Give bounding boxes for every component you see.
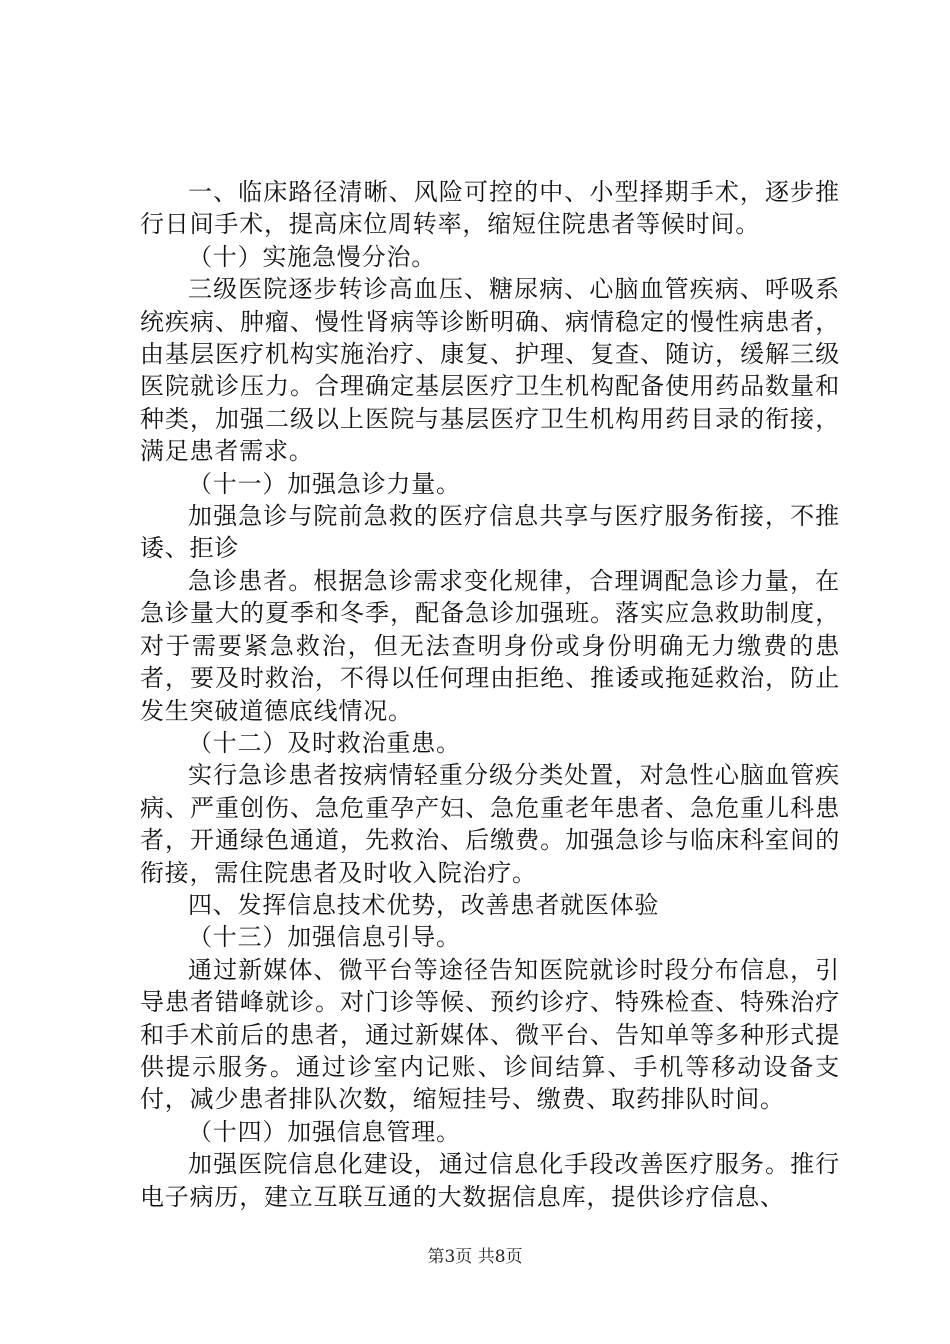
section-heading: （十三）加强信息引导。	[188, 923, 461, 952]
paragraph: 急诊患者。根据急诊需求变化规律，合理调配急诊力量，在急诊量大的夏季和冬季，配备急诊加强班。落实应急救助制度，对于需要紧急救治，但无法查明身份或身份明确无力缴费的患者，要及时救治，不得以任何理由拒绝、推诿或拖延救治，防止发生突破道德底线情况。	[140, 566, 840, 725]
section-heading: （十二）及时救治重患。	[188, 728, 461, 757]
section-heading: （十四）加强信息管理。	[188, 1117, 461, 1146]
paragraph: 三级医院逐步转诊高血压、糖尿病、心脑血管疾病、呼吸系统疾病、肿瘤、慢性肾病等诊断明确、病情稳定的慢性病患者，由基层医疗机构实施治疗、康复、护理、复查、随访，缓解三级医院就诊压力。合理确定基层医疗卫生机构配备使用药品数量和种类，加强二级以上医院与基层医疗卫生机构用药目录的衔接，满足患者需求。	[140, 275, 840, 466]
paragraph: 一、临床路径清晰、风险可控的中、小型择期手术，逐步推行日间手术，提高床位周转率，缩短住院患者等候时间。	[140, 178, 840, 239]
page-number-footer: 第3页 共8页	[427, 1247, 523, 1267]
document-body	[140, 176, 840, 1213]
section-heading: （十）实施急慢分治。	[188, 242, 436, 271]
chapter-heading: 四、发挥信息技术优势，改善患者就医体验	[188, 890, 660, 919]
paragraph: 加强医院信息化建设，通过信息化手段改善医疗服务。推行电子病历，建立互联互通的大数据信息库，提供诊疗信息、	[140, 1150, 840, 1211]
paragraph: 实行急诊患者按病情轻重分级分类处置，对急性心脑血管疾病、严重创伤、急危重孕产妇、急危重老年患者、急危重儿科患者，开通绿色通道，先救治、后缴费。加强急诊与临床科室间的衔接，需住院患者及时收入院治疗。	[140, 761, 840, 887]
paragraph: 通过新媒体、微平台等途径告知医院就诊时段分布信息，引导患者错峰就诊。对门诊等候、预约诊疗、特殊检查、特殊治疗和手术前后的患者，通过新媒体、微平台、告知单等多种形式提供提示服务。通过诊室内记账、诊间结算、手机等移动设备支付，减少患者排队次数，缩短挂号、缴费、取药排队时间。	[140, 955, 840, 1114]
paragraph: 加强急诊与院前急救的医疗信息共享与医疗服务衔接，不推诿、拒诊	[140, 502, 840, 563]
section-heading: （十一）加强急诊力量。	[188, 469, 461, 498]
